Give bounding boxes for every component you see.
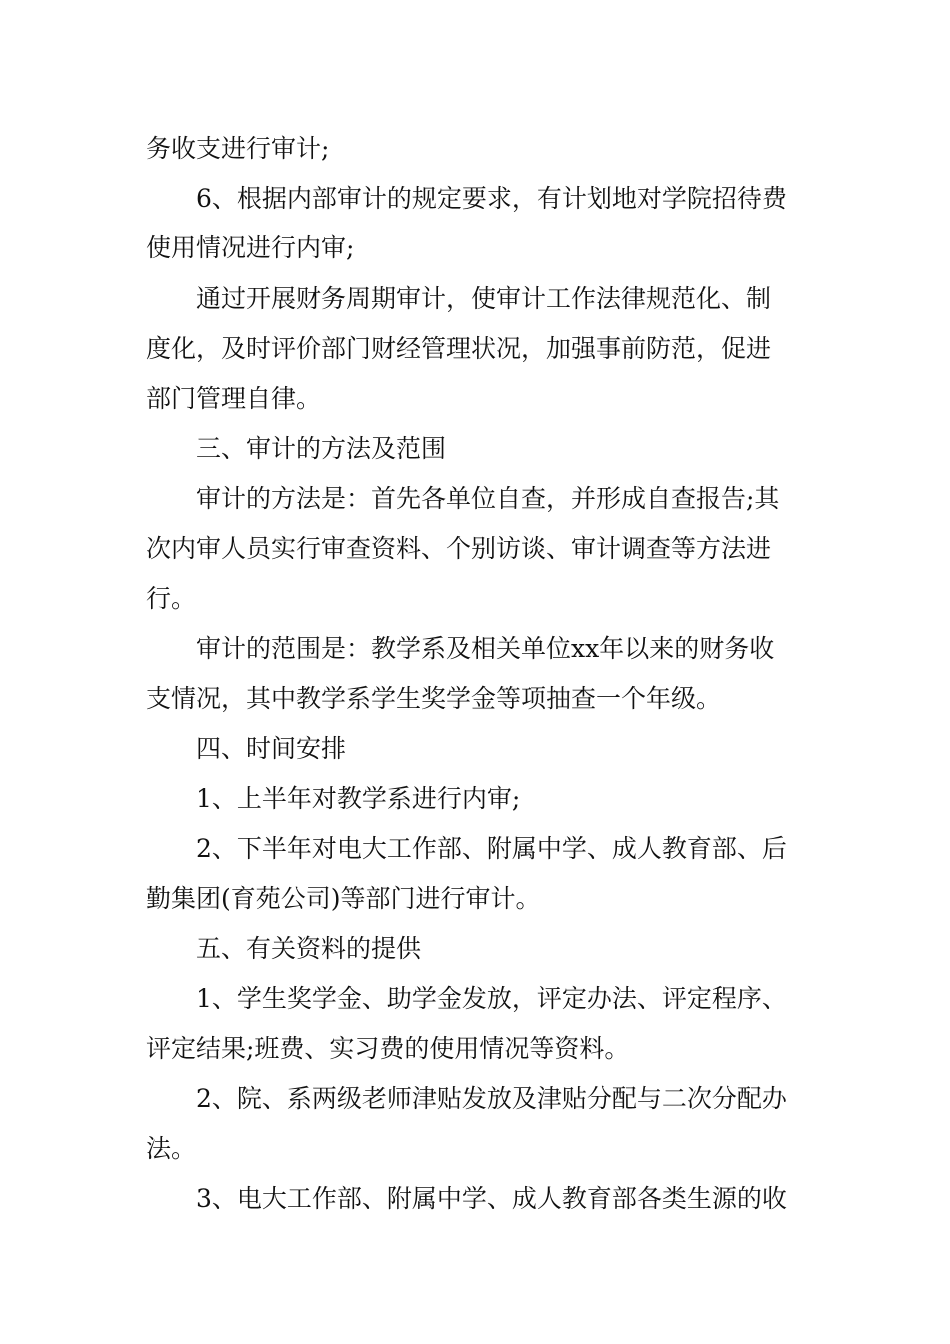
text-line: 部门管理自律。: [146, 384, 322, 413]
text-line: 2、下半年对电大工作部、附属中学、成人教育部、后: [196, 834, 787, 863]
section-heading: 三、审计的方法及范围: [196, 434, 447, 463]
text-line: 行。: [146, 584, 197, 613]
text-line: 次内审人员实行审查资料、个别访谈、审计调查等方法进: [146, 534, 772, 563]
text-line: 审计的方法是：首先各单位自查，并形成自查报告;其: [196, 484, 780, 513]
section-heading: 四、时间安排: [196, 734, 347, 763]
text-line: 通过开展财务周期审计，使审计工作法律规范化、制: [196, 284, 772, 313]
text-line: 使用情况进行内审;: [146, 233, 355, 262]
text-line: 勤集团(育苑公司)等部门进行审计。: [146, 884, 541, 913]
text-line: 3、电大工作部、附属中学、成人教育部各类生源的收: [196, 1184, 787, 1213]
text-line: 务收支进行审计;: [146, 134, 330, 163]
text-line: 审计的范围是：教学系及相关单位xx年以来的财务收: [196, 634, 775, 663]
text-line: 支情况，其中教学系学生奖学金等项抽查一个年级。: [146, 684, 722, 713]
text-line: 1、上半年对教学系进行内审;: [196, 784, 521, 813]
text-line: 2、院、系两级老师津贴发放及津贴分配与二次分配办: [196, 1084, 787, 1113]
text-line: 度化，及时评价部门财经管理状况，加强事前防范，促进: [146, 334, 772, 363]
text-line: 6、根据内部审计的规定要求，有计划地对学院招待费: [196, 184, 787, 213]
text-line: 法。: [146, 1134, 197, 1163]
section-heading: 五、有关资料的提供: [196, 934, 422, 963]
text-line: 1、学生奖学金、助学金发放，评定办法、评定程序、: [196, 984, 787, 1013]
text-line: 评定结果;班费、实习费的使用情况等资料。: [146, 1034, 630, 1063]
